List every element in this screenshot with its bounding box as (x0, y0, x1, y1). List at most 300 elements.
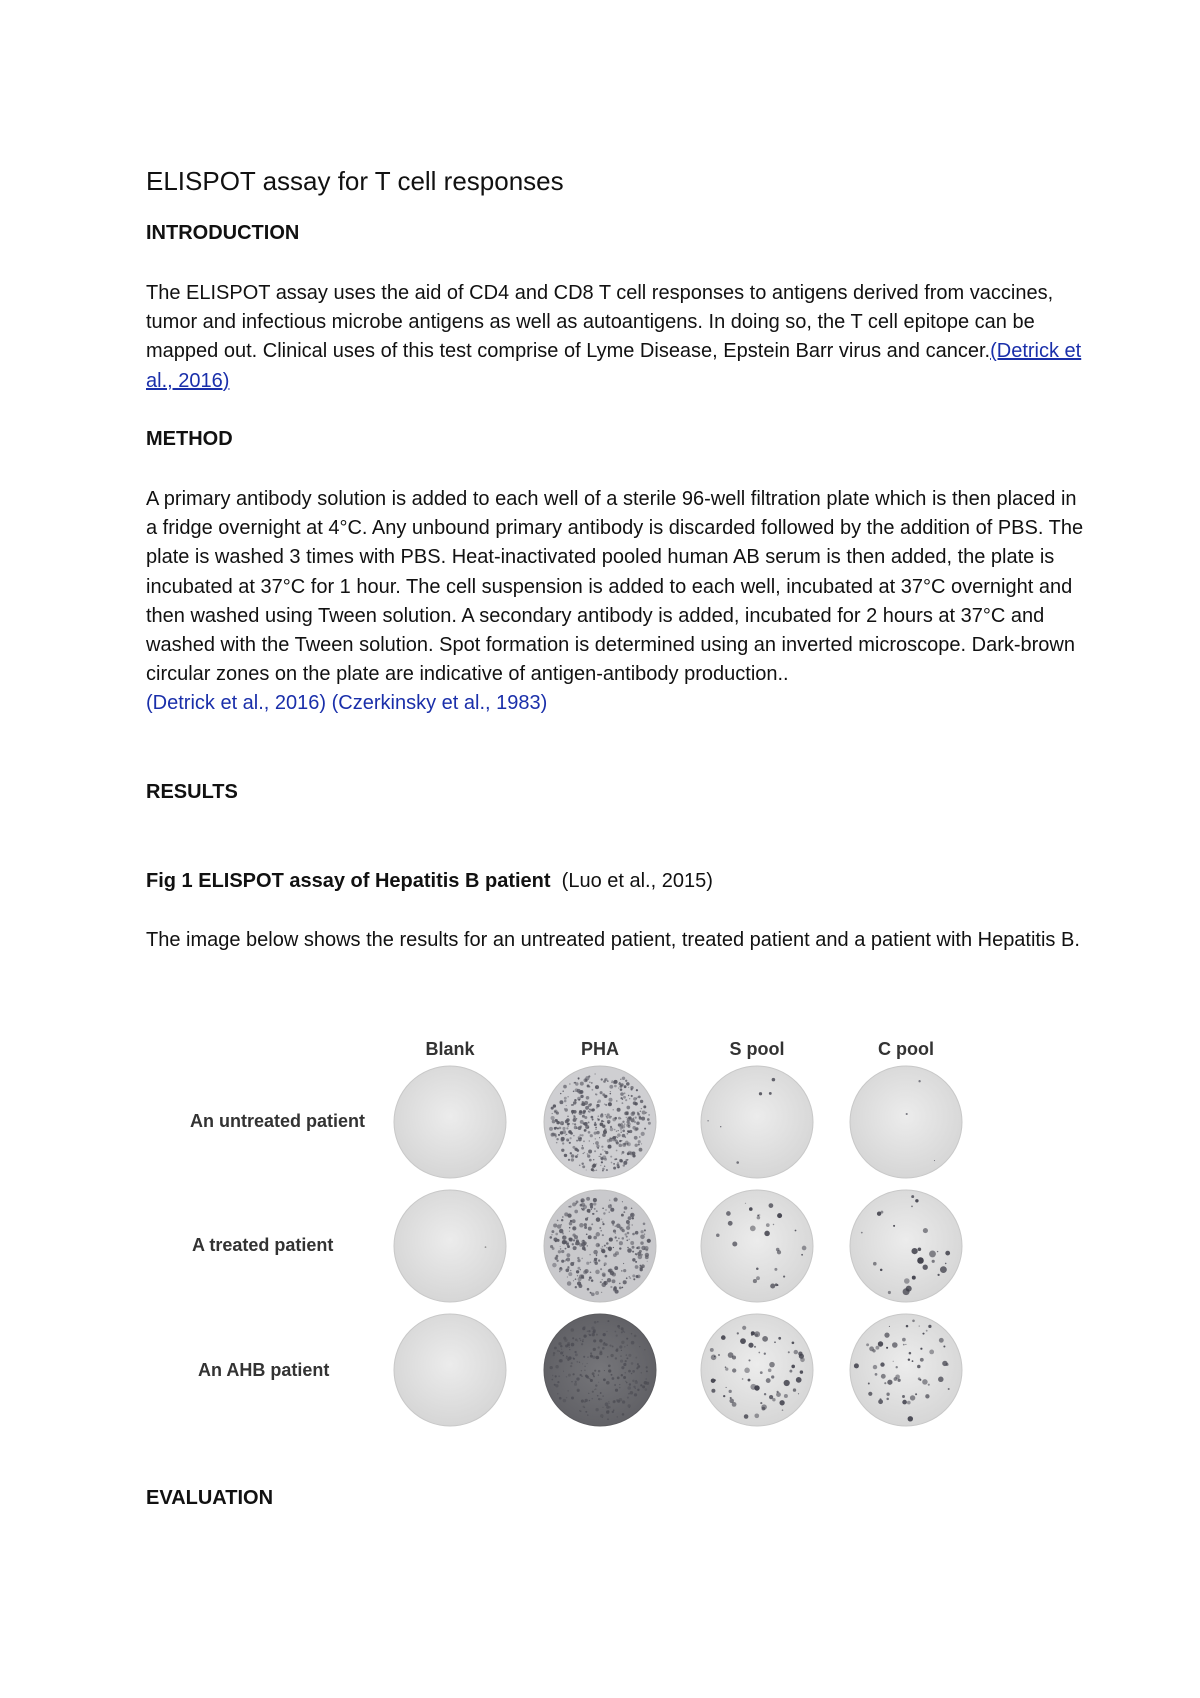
well-spot (760, 1371, 763, 1374)
well-spot (621, 1366, 624, 1369)
well-spot (568, 1159, 570, 1161)
well-spot (869, 1346, 874, 1351)
well-spot (725, 1367, 728, 1370)
well-spot (608, 1269, 611, 1272)
well-untreated-c-pool (850, 1066, 962, 1178)
well-spot (615, 1140, 618, 1143)
well-spot (604, 1370, 605, 1371)
well-spot (873, 1262, 877, 1266)
well-spot (572, 1337, 574, 1339)
well-spot (626, 1382, 628, 1384)
well-spot (573, 1116, 576, 1119)
well-spot (777, 1213, 782, 1218)
well-spot (572, 1373, 574, 1375)
well-spot (565, 1248, 567, 1250)
well-spot (589, 1212, 591, 1214)
well-treated-s-pool (701, 1190, 813, 1302)
well-spot (887, 1380, 892, 1385)
well-spot (558, 1342, 561, 1345)
well-spot (634, 1102, 637, 1105)
well-spot (568, 1126, 569, 1127)
well-spot (881, 1374, 886, 1379)
well-spot (603, 1378, 606, 1381)
well-spot (648, 1114, 650, 1116)
well-spot (577, 1281, 581, 1285)
figure-caption-source: (Luo et al., 2015) (561, 870, 713, 892)
well-spot (619, 1144, 623, 1148)
well-spot (565, 1134, 566, 1135)
well-spot (736, 1161, 739, 1164)
well-spot (579, 1164, 581, 1166)
well-spot (563, 1399, 567, 1403)
well-spot (556, 1112, 559, 1115)
well-spot (759, 1092, 762, 1095)
well-spot (622, 1400, 625, 1403)
well-spot (586, 1262, 589, 1265)
well-spot (614, 1266, 618, 1270)
well-spot (555, 1375, 557, 1377)
well-spot (772, 1078, 776, 1082)
well-spot (627, 1232, 630, 1235)
well-spot (582, 1327, 585, 1330)
well-spot (571, 1362, 573, 1364)
well-spot (911, 1195, 914, 1198)
well-spot (584, 1223, 587, 1226)
well-spot (577, 1389, 580, 1392)
figure-col-pha: PHA (580, 1039, 620, 1059)
well-spot (595, 1129, 596, 1130)
well-spot (557, 1224, 561, 1228)
well-spot (583, 1334, 586, 1337)
well-spot (585, 1399, 588, 1402)
well-spot (615, 1331, 617, 1333)
well-spot (595, 1291, 599, 1295)
well-spot (728, 1352, 734, 1358)
well-spot (584, 1130, 586, 1132)
well-spot (926, 1330, 928, 1332)
well-spot (877, 1212, 881, 1216)
well-spot (601, 1161, 603, 1163)
well-spot (628, 1216, 632, 1220)
well-spot (920, 1348, 922, 1350)
well-spot (552, 1375, 553, 1376)
well-spot (644, 1234, 645, 1235)
well-spot (595, 1270, 600, 1275)
well-spot (574, 1148, 577, 1151)
well-spot (939, 1338, 944, 1343)
well-spot (754, 1413, 759, 1418)
well-spot (615, 1389, 618, 1392)
well-spot (592, 1391, 594, 1393)
well-spot (591, 1089, 593, 1091)
well-spot (573, 1090, 575, 1092)
well-spot (912, 1320, 915, 1323)
well-spot (612, 1377, 615, 1380)
well-spot (600, 1392, 602, 1394)
well-spot (633, 1278, 635, 1280)
well-spot (589, 1276, 592, 1279)
well-spot (618, 1088, 619, 1089)
well-spot (764, 1353, 766, 1355)
well-spot (640, 1235, 645, 1240)
well-spot (908, 1416, 913, 1421)
well-spot (578, 1126, 582, 1130)
well-spot (728, 1221, 733, 1226)
well-spot (574, 1383, 577, 1386)
well-spot (801, 1254, 803, 1256)
well-spot (757, 1216, 761, 1220)
well-spot (627, 1345, 628, 1346)
well-spot (567, 1096, 568, 1097)
well-spot (635, 1380, 637, 1382)
well-spot (628, 1095, 629, 1096)
well-spot (609, 1085, 613, 1089)
well-spot (619, 1241, 623, 1245)
well-spot (593, 1202, 596, 1205)
well-spot (567, 1213, 571, 1217)
well-spot (559, 1359, 562, 1362)
well-spot (619, 1247, 621, 1249)
well-spot (889, 1326, 890, 1327)
well-spot (555, 1365, 558, 1368)
well-spot (632, 1274, 635, 1277)
well-spot (560, 1246, 561, 1247)
well-spot (628, 1116, 629, 1117)
well-spot (555, 1240, 557, 1242)
well-spot (588, 1393, 589, 1394)
well-spot (584, 1366, 585, 1367)
well-spot (564, 1154, 567, 1157)
well-spot (771, 1375, 774, 1378)
well-spot (600, 1114, 603, 1117)
well-spot (549, 1127, 553, 1131)
well-spot (606, 1381, 610, 1385)
well-spot (588, 1227, 592, 1231)
well-spot (571, 1110, 574, 1113)
well-spot (588, 1334, 590, 1336)
well-spot (562, 1142, 564, 1144)
well-spot (614, 1384, 616, 1386)
well-spot (571, 1158, 574, 1161)
well-spot (592, 1372, 595, 1375)
well-spot (632, 1111, 636, 1115)
well-spot (581, 1400, 584, 1403)
well-spot (564, 1100, 567, 1103)
well-spot (906, 1325, 909, 1328)
well-spot (603, 1333, 606, 1336)
well-spot (587, 1288, 590, 1291)
well-spot (642, 1111, 646, 1115)
well-spot (711, 1389, 715, 1393)
well-spot (612, 1411, 614, 1413)
well-spot (611, 1374, 613, 1376)
well-spot (756, 1276, 760, 1280)
well-spot (575, 1082, 578, 1085)
well-spot (598, 1398, 600, 1400)
well-spot (595, 1388, 597, 1390)
well-spot (571, 1397, 574, 1400)
well-spot (579, 1410, 580, 1411)
well-spot (920, 1358, 924, 1362)
well-spot (575, 1278, 577, 1280)
well-spot (582, 1341, 584, 1343)
well-spot (602, 1168, 605, 1171)
well-spot (582, 1363, 583, 1364)
well-spot (606, 1242, 609, 1245)
well-spot (583, 1356, 585, 1358)
well-spot (576, 1239, 579, 1242)
well-spot (886, 1393, 889, 1396)
results-description: The image below shows the results for an untreated patient, treated patient and a patient with Hepatitis B. (146, 929, 1080, 951)
well-spot (586, 1169, 587, 1170)
well-spot (582, 1115, 585, 1118)
well-spot (622, 1102, 624, 1104)
well-spot (575, 1088, 579, 1092)
well-spot (799, 1354, 804, 1359)
well-spot (602, 1170, 604, 1172)
well-spot (589, 1378, 590, 1379)
well-spot (937, 1274, 939, 1276)
well-spot (596, 1243, 600, 1247)
well-spot (577, 1097, 581, 1101)
well-spot (762, 1336, 768, 1342)
well-spot (552, 1120, 556, 1124)
well-spot (638, 1096, 641, 1099)
well-spot (575, 1244, 576, 1245)
well-spot (555, 1257, 558, 1260)
well-spot (558, 1134, 560, 1136)
well-spot (620, 1129, 621, 1130)
well-spot (615, 1158, 617, 1160)
well-spot (934, 1160, 935, 1161)
well-spot (601, 1249, 605, 1253)
well-spot (802, 1246, 807, 1251)
well-spot (587, 1330, 589, 1332)
well-spot (766, 1223, 770, 1227)
well-spot (878, 1399, 883, 1404)
well-spot (610, 1091, 611, 1092)
well-spot (566, 1134, 567, 1135)
well-spot (589, 1159, 592, 1162)
well-spot (577, 1154, 578, 1155)
well-spot (645, 1113, 646, 1114)
well-spot (626, 1357, 628, 1359)
well-spot (586, 1109, 587, 1110)
well-spot (561, 1349, 562, 1350)
well-spot (737, 1332, 739, 1334)
well-spot (569, 1227, 571, 1229)
well-spot (617, 1108, 621, 1112)
well-spot (590, 1292, 592, 1294)
well-spot (632, 1233, 635, 1236)
well-ahb-c-pool (850, 1314, 962, 1426)
well-spot (554, 1111, 556, 1113)
well-spot (485, 1246, 487, 1248)
well-spot (577, 1340, 579, 1342)
well-spot (726, 1387, 727, 1388)
well-spot (576, 1377, 579, 1380)
well-spot (594, 1150, 596, 1152)
well-spot (782, 1409, 784, 1411)
well-spot (613, 1139, 616, 1142)
well-spot (593, 1348, 596, 1351)
well-spot (596, 1104, 599, 1107)
well-spot (760, 1402, 762, 1404)
well-spot (766, 1378, 771, 1383)
well-spot (590, 1272, 592, 1274)
well-spot (622, 1151, 625, 1154)
well-spot (588, 1150, 592, 1154)
well-spot (584, 1122, 588, 1126)
well-spot (627, 1247, 629, 1249)
well-spot (566, 1105, 567, 1106)
well-spot (641, 1267, 643, 1269)
well-spot (922, 1379, 928, 1385)
well-spot (602, 1279, 603, 1280)
well-spot (568, 1390, 569, 1391)
well-spot (568, 1272, 572, 1276)
well-spot (619, 1082, 620, 1083)
well-spot (560, 1345, 562, 1347)
well-spot (784, 1380, 790, 1386)
well-spot (624, 1233, 626, 1235)
well-spot (591, 1223, 593, 1225)
well-spot (758, 1352, 760, 1354)
well-spot (631, 1341, 635, 1345)
well-spot (622, 1237, 625, 1240)
well-spot (551, 1116, 555, 1120)
well-spot (564, 1108, 567, 1111)
well-spot (628, 1239, 629, 1240)
well-spot (604, 1166, 606, 1168)
well-spot (776, 1392, 781, 1397)
well-spot (556, 1142, 558, 1144)
introduction-citation-link[interactable]: (Detrick et al., 2016) (146, 340, 1082, 392)
well-spot (569, 1349, 570, 1350)
well-spot (635, 1261, 637, 1263)
well-spot (630, 1391, 634, 1395)
well-spot (641, 1108, 642, 1109)
well-spot (560, 1351, 563, 1354)
well-spot (605, 1255, 608, 1258)
figure-col-c-pool: C pool (878, 1039, 934, 1059)
well-spot (740, 1338, 746, 1344)
well-spot (596, 1131, 599, 1134)
well-spot (553, 1352, 555, 1354)
well-spot (633, 1097, 637, 1101)
well-spot (750, 1226, 756, 1232)
well-spot (610, 1093, 612, 1095)
well-spot (619, 1384, 620, 1385)
well-spot (932, 1260, 935, 1263)
well-spot (582, 1339, 584, 1341)
well-spot (637, 1363, 639, 1365)
well-spot (917, 1257, 924, 1264)
well-spot (589, 1082, 590, 1083)
well-spot (550, 1245, 553, 1248)
well-spot (753, 1279, 757, 1283)
well-spot (593, 1339, 596, 1342)
well-spot (615, 1225, 617, 1227)
well-spot (620, 1227, 624, 1231)
well-spot (569, 1137, 571, 1139)
well-spot (937, 1251, 938, 1252)
well-spot (588, 1131, 591, 1134)
well-spot (588, 1378, 589, 1379)
well-spot (600, 1230, 602, 1232)
document-title: ELISPOT assay for T cell responses (146, 166, 564, 196)
well-spot (612, 1345, 614, 1347)
well-spot (800, 1370, 803, 1373)
well-spot (609, 1345, 611, 1347)
well-spot (566, 1397, 567, 1398)
well-spot (886, 1347, 888, 1349)
well-spot (571, 1154, 575, 1158)
well-spot (576, 1200, 579, 1203)
well-spot (628, 1354, 631, 1357)
well-spot (590, 1261, 592, 1263)
well-spot (588, 1121, 590, 1123)
well-spot (553, 1104, 556, 1107)
well-untreated-s-pool (701, 1066, 813, 1178)
well-spot (875, 1346, 879, 1350)
well-spot (620, 1131, 621, 1132)
well-spot (609, 1238, 613, 1242)
well-spot (772, 1398, 775, 1401)
well-spot (902, 1400, 907, 1405)
well-spot (574, 1099, 576, 1101)
well-spot (606, 1410, 609, 1413)
well-spot (619, 1345, 622, 1348)
well-spot (608, 1098, 612, 1102)
well-spot (615, 1236, 617, 1238)
well-spot (557, 1220, 559, 1222)
well-spot (626, 1106, 630, 1110)
well-spot (626, 1239, 628, 1241)
well-spot (580, 1082, 584, 1086)
well-spot (581, 1203, 585, 1207)
well-spot (716, 1233, 720, 1237)
well-spot (615, 1290, 619, 1294)
well-spot (640, 1384, 642, 1386)
well-spot (634, 1136, 638, 1140)
well-spot (609, 1403, 610, 1404)
well-spot (582, 1102, 586, 1106)
well-spot (623, 1263, 624, 1264)
well-spot (557, 1381, 559, 1383)
well-spot (619, 1140, 621, 1142)
well-spot (789, 1370, 792, 1373)
well-spot (625, 1360, 627, 1362)
well-spot (602, 1149, 603, 1150)
well-spot (563, 1355, 565, 1357)
well-spot (621, 1374, 623, 1376)
well-spot (585, 1411, 587, 1413)
well-spot (611, 1220, 615, 1224)
well-spot (619, 1159, 622, 1162)
well-spot (572, 1123, 573, 1124)
well-spot (729, 1390, 732, 1393)
well-spot (595, 1138, 596, 1139)
well-spot (575, 1381, 577, 1383)
well-spot (562, 1127, 565, 1130)
well-spot (602, 1221, 603, 1222)
well-spot (611, 1162, 613, 1164)
well-spot (621, 1153, 622, 1154)
well-spot (726, 1211, 731, 1216)
well-spot (566, 1253, 570, 1257)
well-spot (621, 1331, 623, 1333)
